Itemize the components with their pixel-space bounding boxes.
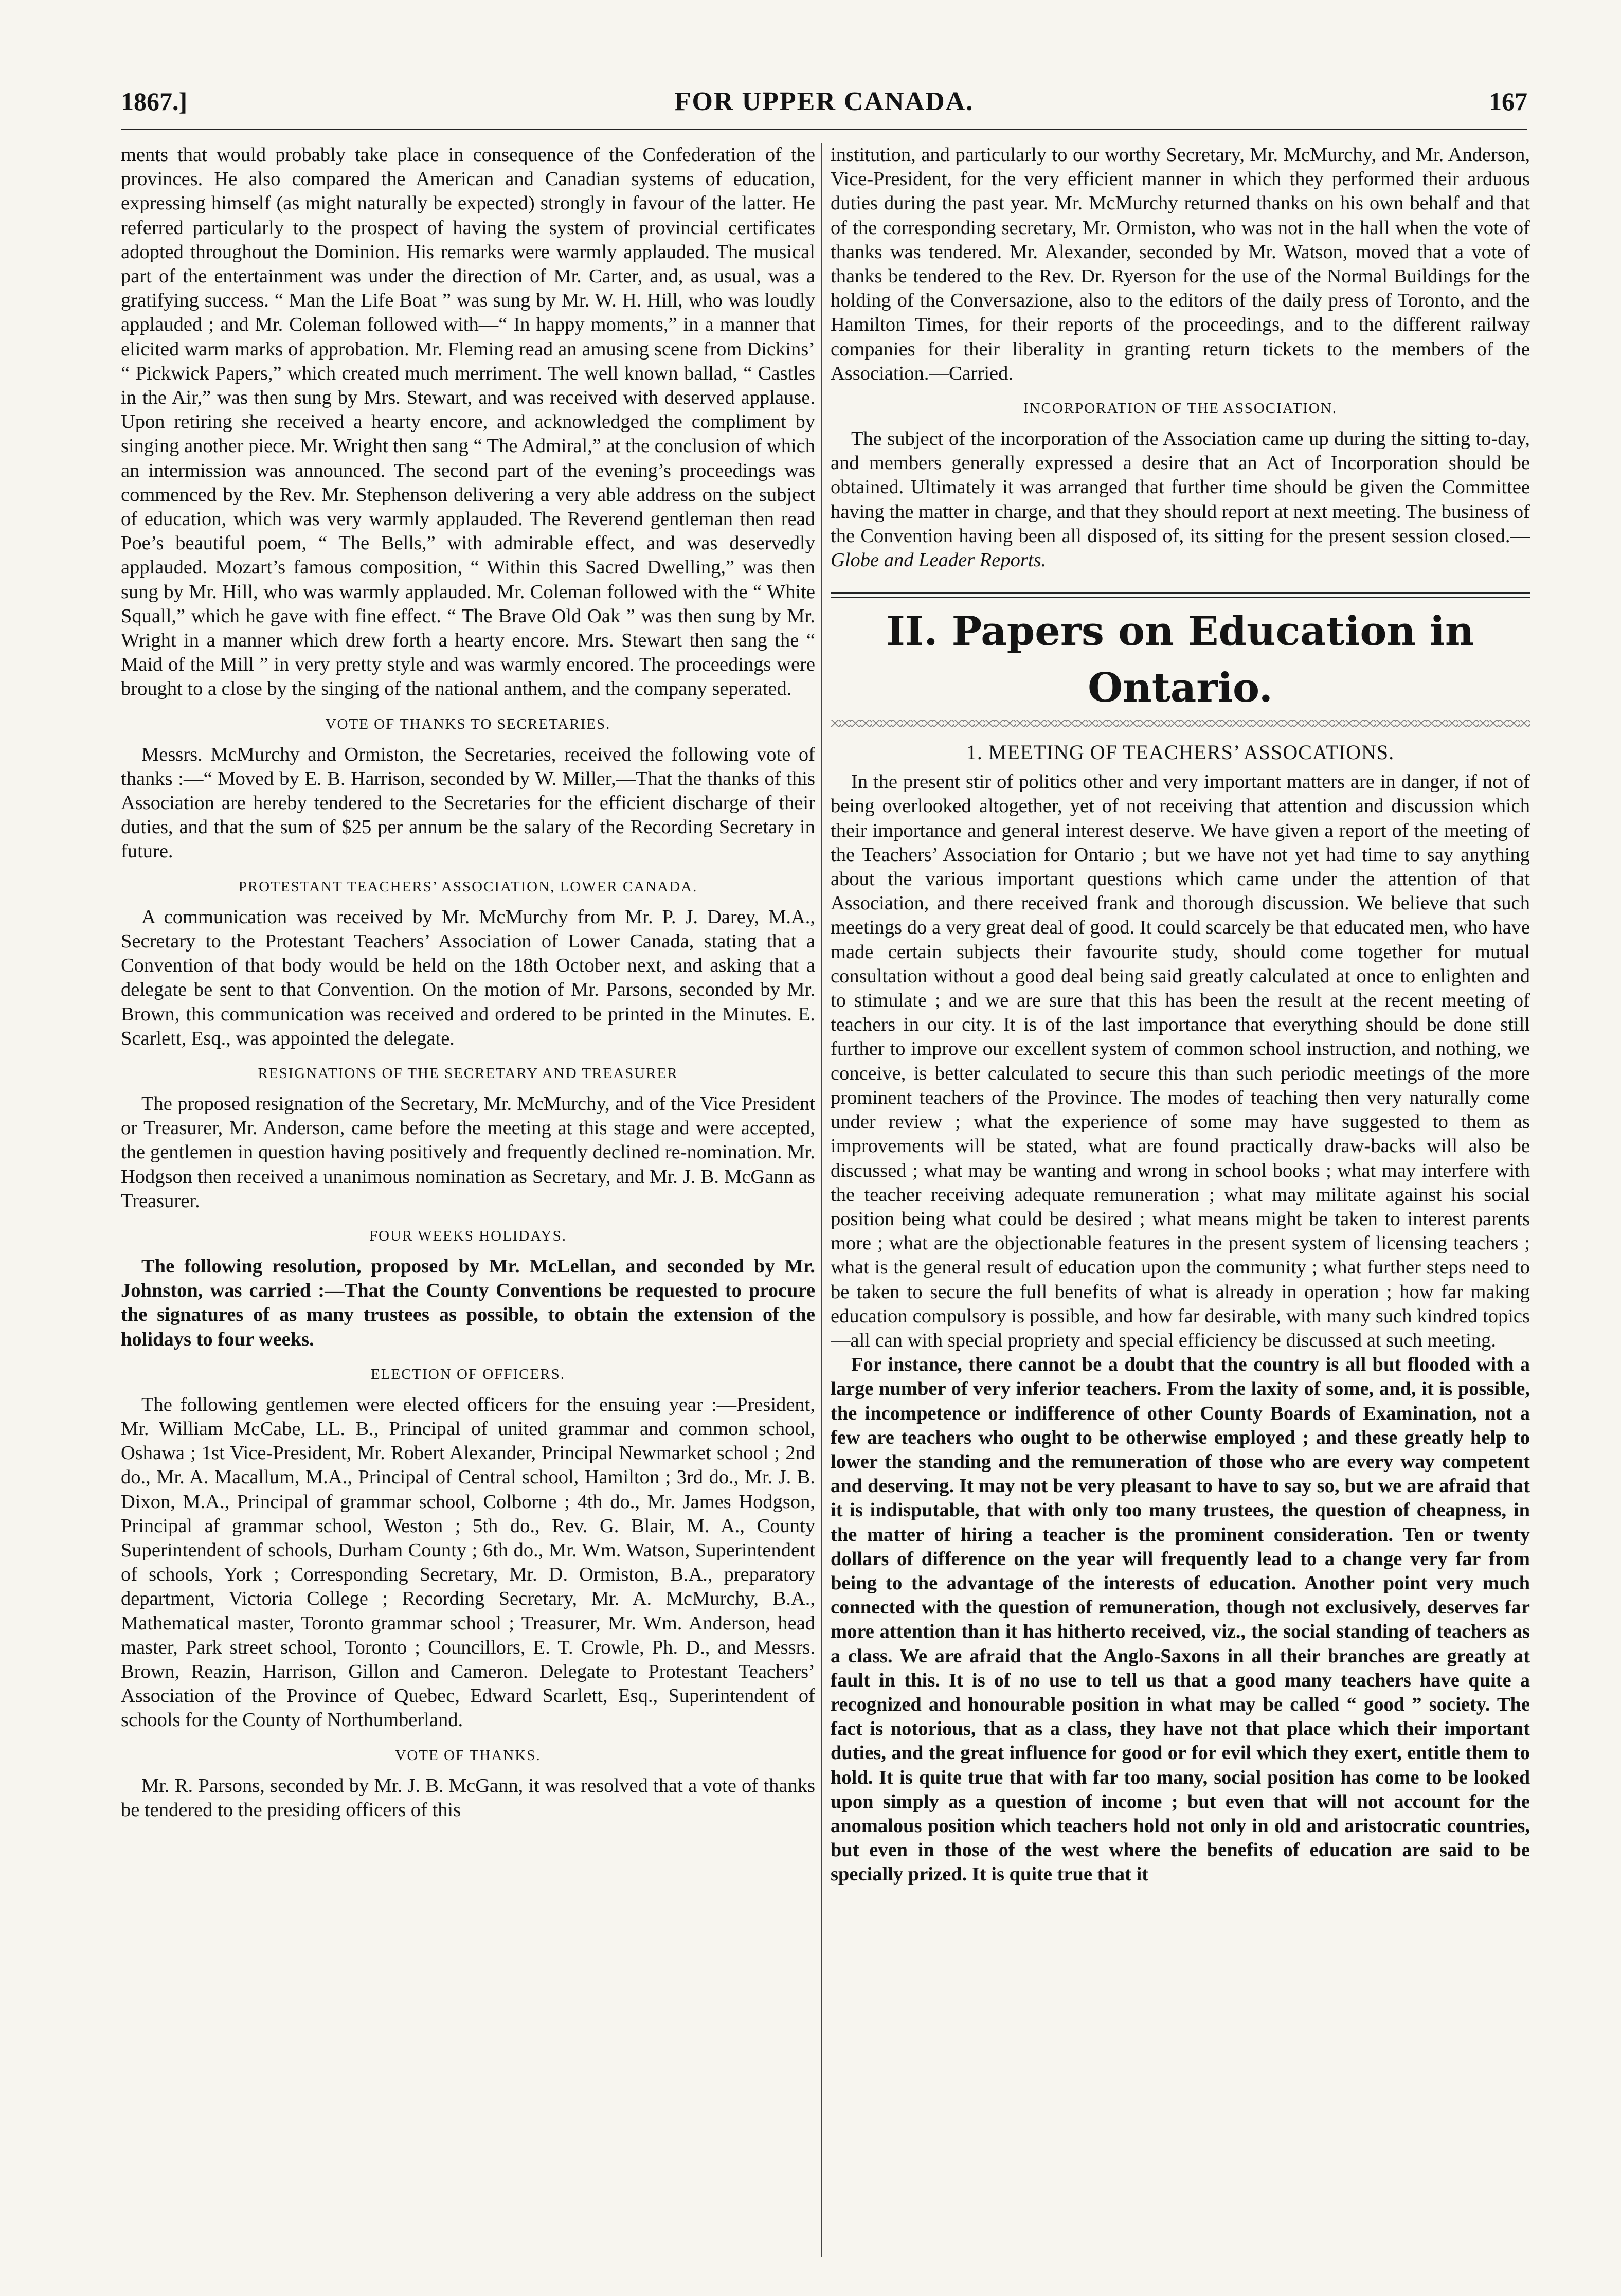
subheading: RESIGNATIONS OF THE SECRETARY AND TREASURER [258,1065,678,1082]
subheading: PROTESTANT TEACHERS’ ASSOCIATION, LOWER CANADA. [238,878,698,895]
running-header [121,82,1527,130]
paragraph: For instance, there cannot be a doubt that the country is all but flooded with a large number of very inferior teachers. From the laxity of some, and, it is possible, the incompetence or indifference of other County Boards of Examination, not a few are teachers who ought to be otherwise employed ; and these greatly help to lower the standing and the remuneration of those who are every way competent and deserving. It may not be very pleasant to have to say so, but we are afraid that it is indisputable, that with only too many trustees, the question of cheapness, in the matter of hiring a teacher is the prominent consideration. Ten or twenty dollars of difference on the year will frequently lead to a change very far from being to the advantage of the interests of education. Another point very much connected with the question of remuneration, though not exclusively, deserves far more attention than it has hitherto received, viz., the social standing of teachers as a class. We are afraid that the Anglo-Saxons in all their branches are greatly at fault in this. It is of no use to tell us that a good many teachers have quite a recognized and honourable position in what may be called “ good ” society. The fact is notorious, that as a class, they have not that place which their important duties, and the great influence for good or for evil which they exert, entitle them to hold. It is quite true that with far too many, social position has come to be looked upon simply as a question of income ; but even that will not account for the anomalous position which teachers hold not only in old and aristocratic countries, but even in those of the west where the benefits of education are said to be specially prized. It is quite true that it [831,1354,1530,1886]
paragraph-text: The subject of the incorporation of the Association came up during the sitting to-day, and members generally expressed a desire that an Act of Incorporation should be obtained. Ultimately it was arranged that further time should be given the Committee having the matter in charge, and that they should report at next meeting. The business of the Convention having been all disposed of, its sitting for the present session closed.— [831,428,1530,547]
paragraph: The proposed resignation of the Secretary, Mr. McMurchy, and of the Vice President or Treasurer, Mr. Anderson, came before the meeting at this stage and were accepted, the gentlemen in question having positively and frequently declined re-nomination. Mr. Hodgson then received a unanimous nomination as Secretary, and Mr. J. B. McGann as Treasurer. [121,1092,815,1212]
section-ornament-rule [831,720,1530,727]
section-title: II. Papers on Education in Ontario. [886,608,1474,712]
subheading: VOTE OF THANKS. [395,1747,541,1764]
page-number: 167 [1489,87,1527,116]
paragraph: Messrs. McMurchy and Ormiston, the Secretaries, received the following vote of thanks :—“ Moved by E. B. Harrison, seconded by W. Miller,—That the thanks of this Association are hereby tendered to the Secretaries for the efficient discharge of their duties, and that the sum of $25 per annum be the salary of the Recording Secretary in future. [121,743,815,863]
subheading: INCORPORATION OF THE ASSOCIATION. [1023,400,1338,417]
subheading: VOTE OF THANKS TO SECRETARIES. [325,715,611,732]
section-rule [831,592,1530,598]
source-citation: Globe and Leader Reports. [831,549,1047,571]
paragraph: In the present stir of politics other and very important matters are in danger, if not of being overlooked altogether, yet of not receiving that attention and discussion which their importance and general interest deserve. We have given a report of the meeting of the Teachers’ Association for Ontario ; but we have not yet had time to say anything about the various important questions which came under the attention of that Association, and there received frank and thorough discussion. We believe that such meetings do a very great deal of good. It could scarcely be that educated men, who have made certain subjects their favourite study, should come together for mutual consultation without a good deal being said greatly calculated at once to enlighten and to stimulate ; and we are sure that this has been the result at the recent meeting of teachers in our city. It is of the last importance that everything should be done still further to improve our excellent system of common school instruction, and nothing, we conceive, is better calculated to secure this than such periodic meetings of the more prominent teachers of the Province. The modes of teaching then very naturally come under review ; what the experience of some may have suggested to them as improvements will be stated, what are found practically draw-backs will also be discussed ; what may be wanting and wrong in school books ; what may interfere with the teacher receiving adequate remuneration ; what may militate against his social position being what could be desired ; what means might be taken to interest parents more ; what are the objectionable features in the present system of licensing teachers ; what is the general result of education upon the community ; what further steps need to be taken to secure the full benefits of what is already in operation ; how far making education compulsory is possible, and how far desirable, with many such kindred topics—all can with special propriety and special efficiency be discussed at such meeting. [831,771,1530,1351]
right-column [831,143,1530,2257]
paragraph: The following resolution, proposed by Mr. McLellan, and seconded by Mr. Johnston, was carried :—That the County Conventions be requested to procure the signatures of as many trustees as possible, to obtain the extension of the holidays to four weeks. [121,1255,815,1350]
left-column [121,143,815,2257]
paragraph: A communication was received by Mr. McMurchy from Mr. P. J. Darey, M.A., Secretary to the Protestant Teachers’ Association of Lower Canada, stating that a Convention of that body would be held on the 18th October next, and asking that a delegate be sent to that Convention. On the motion of Mr. Parsons, seconded by Mr. Brown, this communication was received and ordered to be printed in the Minutes. E. Scarlett, Esq., was appointed the delegate. [121,906,815,1049]
paragraph [831,427,1530,572]
paragraph: ments that would probably take place in consequence of the Confederation of the provinces. He also compared the American and Canadian systems of education, expressing himself (as might naturally be expected) strongly in favour of the latter. He referred particularly to the prospect of having the system of provincial certificates adopted throughout the Dominion. His remarks were warmly applauded. The musical part of the entertainment was under the direction of Mr. Carter, and, as usual, was a gratifying success. “ Man the Life Boat ” was sung by Mr. W. H. Hill, who was loudly applauded ; and Mr. Coleman followed with—“ In happy moments,” in a manner that elicited warm marks of approbation. Mr. Fleming read an amusing scene from Dickins’ “ Pickwick Papers,” which created much merriment. The well known ballad, “ Castles in the Air,” was then sung by Mrs. Stewart, and was received with deserved applause. Upon retiring she received a hearty encore, and acknowledged the compliment by singing another piece. Mr. Wright then sang “ The Admiral,” at the conclusion of which an intermission was announced. The second part of the evening’s proceedings was commenced by the Rev. Mr. Stephenson delivering a very able address on the subject of education, which was very warmly applauded. The Reverend gentleman then read Poe’s beautiful poem, “ The Bells,” with admirable effect, and was deservedly applauded. Mozart’s famous composition, “ Within this Sacred Dwelling,” was then sung by Mr. Hill, who was warmly applauded. Mr. Coleman followed with the “ White Squall,” which he gave with fine effect. “ The Brave Old Oak ” was then sung by Mr. Wright in a manner which drew forth a hearty encore. Mrs. Stewart then sang the “ Maid of the Mill ” in very pretty style and was warmly encored. The proceedings were brought to a close by the singing of the national anthem, and the company seperated. [121,144,815,700]
subheading: FOUR WEEKS HOLIDAYS. [369,1227,567,1244]
header-title: FOR UPPER CANADA. [674,87,974,116]
paragraph: Mr. R. Parsons, seconded by Mr. J. B. McGann, it was resolved that a vote of thanks be tendered to the presiding officers of this [121,1774,815,1821]
subheading: ELECTION OF OFFICERS. [371,1366,565,1383]
article-title: 1. MEETING OF TEACHERS’ ASSOCATIONS. [966,741,1395,764]
header-year: 1867.] [121,87,188,116]
paragraph: The following gentlemen were elected officers for the ensuing year :—President, Mr. William McCabe, LL. B., Principal of united grammar and common school, Oshawa ; 1st Vice-President, Mr. Robert Alexander, Principal Newmarket school ; 2nd do., Mr. A. Macallum, M.A., Principal of Central school, Hamilton ; 3rd do., Mr. J. B. Dixon, M.A., Principal of grammar school, Colborne ; 4th do., Mr. James Hodgson, Principal af grammar school, Weston ; 5th do., Rev. G. Blair, M. A., County Superintendent of schools, Durham County ; 6th do., Mr. Wm. Watson, Superintendent of schools, York ; Corresponding Secretary, Mr. D. Ormiston, B.A., preparatory department, Victoria College ; Recording Secretary, Mr. A. McMurchy, B.A., Mathematical master, Toronto grammar school ; Treasurer, Mr. Wm. Anderson, head master, Park street school, Toronto ; Councillors, E. T. Crowle, Ph. D., and Messrs. Brown, Reazin, Harrison, Gillon and Cameron. Delegate to Protestant Teachers’ Association of the Province of Quebec, Edward Scarlett, Esq., Superintendent of schools for the County of Northumberland. [121,1393,815,1731]
paragraph: institution, and particularly to our worthy Secretary, Mr. McMurchy, and Mr. Anderson, Vice-President, for the very efficient manner in which they performed their arduous duties during the past year. Mr. McMurchy returned thanks on his own behalf and that of the corresponding secretary, Mr. Ormiston, who was not in the hall when the vote of thanks was tendered. Mr. Alexander, seconded by Mr. Watson, moved that a vote of thanks be tendered to the Rev. Dr. Ryerson for the use of the Normal Buildings for the holding of the Conversazione, also to the editors of the daily press of Toronto, and the Hamilton Times, for their reports of the proceedings, and to the different railway companies for their liberality in granting return tickets to the members of the Association.—Carried. [831,144,1530,384]
column-divider [821,143,822,2257]
